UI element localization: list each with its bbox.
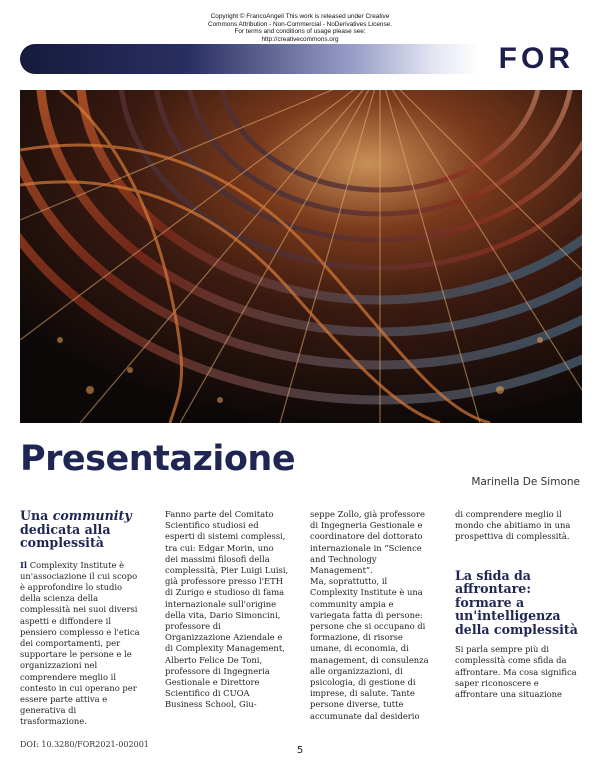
- heading-part-1: Una: [20, 508, 53, 523]
- paragraph-intro-text: Complexity Institute è un'associazione il cui scopo è approfondire lo studio della scienza della complessità nei suoi diversi aspetti e diffondere il pensiero complesso e l'etica dei comportamenti, per supportare le persone e le organizzazioni nel comprendere meglio il contesto in cui operano per essere parte attiva e generativa di trasformazione.: [20, 559, 140, 727]
- copyright-notice: [150, 13, 450, 43]
- copyright-line-1: Copyright © FrancoAngeli This work is released under Creative: [210, 13, 390, 20]
- journal-logo: FOR: [498, 42, 574, 75]
- paragraph-committee: Fanno parte del Comitato Scientifico studiosi ed esperti di sistemi complessi, tra cui: Edgar Morin, uno dei massimi filosofi della complessità, Pier Luigi Luisi, già professore presso l'ETH di Zurigo e studioso di fama internazionale sull'origine della vita, Dario Simoncini, professore di Organizzazione Aziendale e di Complexity Management, Alberto Felice De Toni, professore di Ingegneria Gestionale e Direttore Scientifico di CUOA Business School, Giu-: [165, 509, 289, 710]
- paragraph-community-end: di comprendere meglio il mondo che abitiamo in una prospettiva di complessità.: [455, 509, 571, 542]
- doi-reference: DOI: 10.3280/FOR2021-002001: [20, 740, 149, 749]
- text-column-1: [20, 509, 144, 728]
- copyright-line-3: For terms and conditions of usage please see:: [234, 28, 366, 36]
- paragraph-challenge: Si parla sempre più di complessità come sfida da affrontare. Ma cosa significa saper riconoscere e affrontare una situazione: [455, 644, 577, 699]
- paragraph-intro: [20, 560, 144, 728]
- heading-part-2: dedicata alla complessità: [20, 521, 111, 550]
- header-banner: [20, 44, 580, 74]
- copyright-line-2: Commons Attribution - Non-Commercial - NoDerivatives License.: [208, 20, 392, 28]
- heading-part-italic: community: [52, 508, 132, 523]
- section-heading-challenge: La sfida da affrontare: formare a un'intelligenza della complessità: [455, 567, 578, 637]
- hero-image: [20, 90, 582, 423]
- paragraph-community: Ma, soprattutto, il Complexity Institute è una community ampia e variegata fatta di persone: persone che si occupano di formazione, di risorse umane, di economia, di management, di consulenza alle organizzazioni, di psicologia, di gestione di imprese, di salute. Tante persone diverse, tutte accumunate dal desiderio: [310, 576, 429, 721]
- paragraph-lead: Il: [20, 559, 28, 570]
- abstract-fractal-illustration: [20, 90, 582, 423]
- page-number: 5: [296, 745, 304, 756]
- text-column-2: [165, 509, 289, 711]
- article-author: Marinella De Simone: [471, 476, 580, 488]
- article-title: Presentazione: [20, 439, 296, 479]
- text-column-3: [310, 509, 434, 722]
- paragraph-committee-end: seppe Zollo, già professore di Ingegneria Gestionale e coordinatore del dottorato internazionale in “Science and Technology Management”.: [310, 509, 425, 576]
- text-column-4: [455, 509, 579, 700]
- section-heading-community: [20, 509, 144, 550]
- copyright-link[interactable]: http://creativecommons.org: [261, 35, 339, 43]
